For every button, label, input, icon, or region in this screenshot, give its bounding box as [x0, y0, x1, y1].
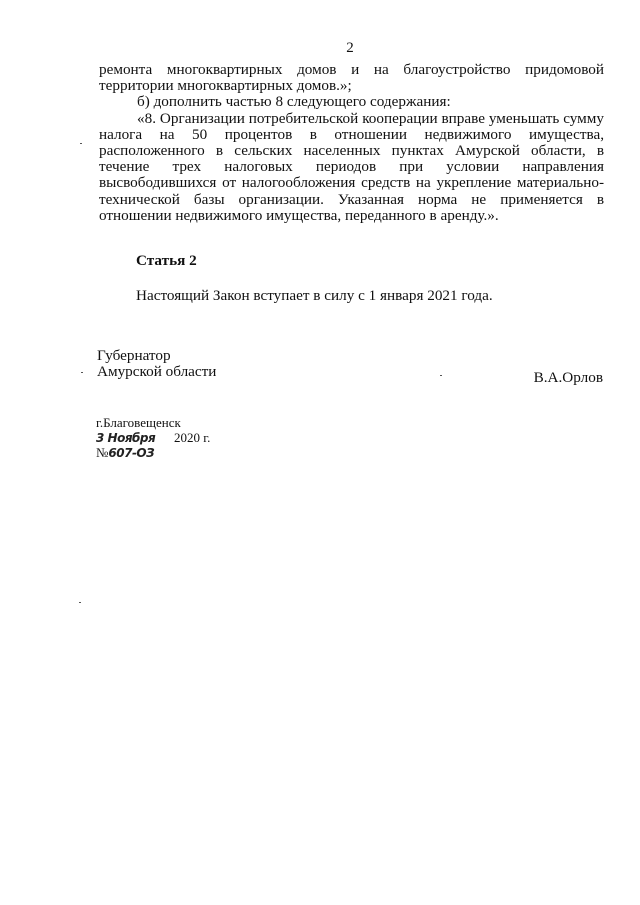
page-number: 2	[346, 40, 354, 56]
signing-date	[96, 430, 210, 446]
scan-speck	[81, 372, 83, 373]
scan-speck	[440, 375, 442, 376]
scan-speck	[80, 143, 82, 144]
signer-title-line1: Губернатор	[97, 347, 171, 364]
paragraph-item-b: б) дополнить частью 8 следующего содержания:	[137, 93, 451, 111]
law-number	[96, 445, 154, 461]
date-year: 2020 г.	[174, 430, 211, 445]
paragraph-part-8: «8. Организации потребительской кооперации вправе уменьшать сумму налога на 50 процентов в отношении недвижимого имущества, расположенного в сельских населенных пунктах Амурской области, в течение трех налоговых периодов при условии направления высвободившихся от налогообложения средств на укрепление материально-технической базы организации. Указанная норма не применяется в отношении недвижимого имущества, переданного в аренду.».	[99, 109, 604, 224]
article-heading: Статья 2	[136, 252, 197, 269]
handwritten-number: 607-ОЗ	[108, 446, 155, 460]
handwritten-date: 3 Ноября	[96, 431, 156, 445]
law-text	[99, 62, 604, 224]
scan-speck	[79, 602, 81, 603]
paragraph-continuation: ремонта многоквартирных домов и на благоустройство придомовой территории многоквартирных домов.»;	[99, 61, 604, 95]
article-text: Настоящий Закон вступает в силу с 1 января 2021 года.	[136, 287, 493, 304]
signer-title-line2: Амурской области	[97, 363, 217, 380]
signer-title	[97, 348, 216, 380]
number-prefix: №	[96, 445, 109, 460]
signer-name: В.А.Орлов	[533, 369, 603, 386]
place-of-signing: г.Благовещенск	[96, 415, 181, 430]
